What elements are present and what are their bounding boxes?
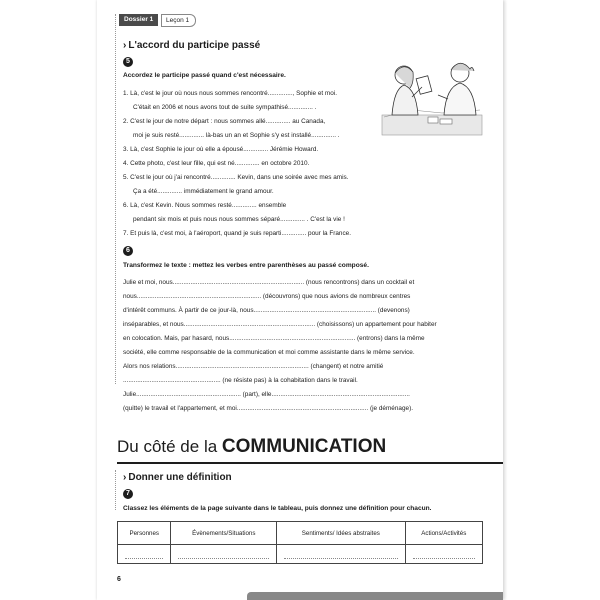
column-header-evenements: Évènements/Situations bbox=[171, 522, 277, 545]
bottom-bar bbox=[247, 592, 503, 600]
dossier-tab: Dossier 1 bbox=[119, 14, 158, 26]
exercise-6-instruction: Transformez le texte : mettez les verbes entre parenthèses au passé composé. bbox=[123, 262, 369, 269]
chevron-right-icon: › bbox=[123, 472, 127, 483]
answer-cell-evenements[interactable] bbox=[171, 545, 277, 564]
ex6-line: Julie et moi, nous.......................................................................... (nous rencontrons) dans un cocktail et bbox=[123, 279, 415, 286]
communication-heading: Du côté de la COMMUNICATION bbox=[117, 436, 387, 457]
margin-hatch-bottom bbox=[115, 470, 120, 510]
answer-cell-personnes[interactable] bbox=[118, 545, 171, 564]
exercise-7-instruction: Classez les éléments de la page suivante dans le tableau, puis donnez une définition pour chacun. bbox=[123, 505, 432, 512]
ex5-line: 3. Là, c'est Sophie le jour où elle a épousé.............. Jérémie Howard. bbox=[123, 146, 319, 153]
section-title-accord: › L'accord du participe passé bbox=[123, 40, 261, 51]
ex6-line: (quitte) le travail et l'appartement, et moi.......................................................................... (je déménage). bbox=[123, 405, 413, 412]
section-title-definition: › Donner une définition bbox=[123, 472, 232, 483]
ex6-line: nous...................................................................... (découvrons) que nous avions de nombreux centres bbox=[123, 293, 411, 300]
ex5-line: 6. Là, c'est Kevin. Nous sommes resté.............. ensemble bbox=[123, 202, 287, 209]
ex5-line: 2. C'est le jour de notre départ : nous sommes allé.............. au Canada, bbox=[123, 118, 326, 125]
heading-rule bbox=[117, 462, 503, 464]
exercise-number-6: 6 bbox=[123, 246, 133, 256]
ex5-line: 4. Cette photo, c'est leur fille, qui est né.............. en octobre 2010. bbox=[123, 160, 310, 167]
classification-table bbox=[117, 521, 483, 564]
margin-hatch-top bbox=[115, 14, 120, 384]
exercise-5-instruction: Accordez le participe passé quand c'est nécessaire. bbox=[123, 72, 286, 79]
illustration-two-friends-photo bbox=[372, 55, 492, 140]
header-tabs bbox=[97, 14, 503, 26]
ex6-line: inséparables, et nous.......................................................................... (choisissons) un appartement pour habiter bbox=[123, 321, 437, 328]
ex6-line: d'intérêt communs. À partir de ce jour-là, nous..................................................................... (devenons) bbox=[123, 307, 410, 314]
ex5-line: 1. Là, c'est le jour où nous nous sommes rencontré.............., Sophie et moi. bbox=[123, 90, 337, 97]
column-header-personnes: Personnes bbox=[118, 522, 171, 545]
ex6-line: en colocation. Mais, par hasard, nous....................................................................... (entrons) dans la même bbox=[123, 335, 425, 342]
ex5-line: C'était en 2006 et nous avons tout de suite sympathisé.............. . bbox=[133, 104, 317, 111]
exercise-number-5: 5 bbox=[123, 57, 133, 67]
lecon-tab: Leçon 1 bbox=[161, 14, 196, 27]
column-header-actions: Actions/Activités bbox=[405, 522, 482, 545]
answer-cell-actions[interactable] bbox=[405, 545, 482, 564]
ex6-line: Alors nos relations........................................................................... (changent) et notre amitié bbox=[123, 363, 384, 370]
workbook-page bbox=[97, 0, 503, 600]
ex5-line: moi je suis resté.............. là-bas un an et Sophie s'y est installé.............. . bbox=[133, 132, 340, 139]
column-header-sentiments: Sentiments/ Idées abstraites bbox=[277, 522, 405, 545]
ex5-line: 7. Et puis là, c'est moi, à l'aéroport, quand je suis reparti.............. pour la France. bbox=[123, 230, 351, 237]
answer-cell-sentiments[interactable] bbox=[277, 545, 405, 564]
ex6-line: ....................................................... (ne résiste pas) à la cohabitation dans le travail. bbox=[123, 377, 358, 384]
ex5-line: pendant six mois et puis nous nous sommes séparé.............. . C'est la vie ! bbox=[133, 216, 345, 223]
ex6-line: Julie........................................................... (part), elle.............................................................................. bbox=[123, 391, 410, 398]
ex5-line: Ça a été.............. immédiatement le grand amour. bbox=[133, 188, 274, 195]
ex5-line: 5. C'est le jour où j'ai rencontré.............. Kevin, dans une soirée avec mes amis. bbox=[123, 174, 349, 181]
chevron-right-icon: › bbox=[123, 40, 127, 51]
page-number: 6 bbox=[117, 576, 121, 583]
exercise-number-7: 7 bbox=[123, 489, 133, 499]
ex6-line: société, elle comme responsable de la communication et moi comme assistante dans le même service. bbox=[123, 349, 415, 356]
